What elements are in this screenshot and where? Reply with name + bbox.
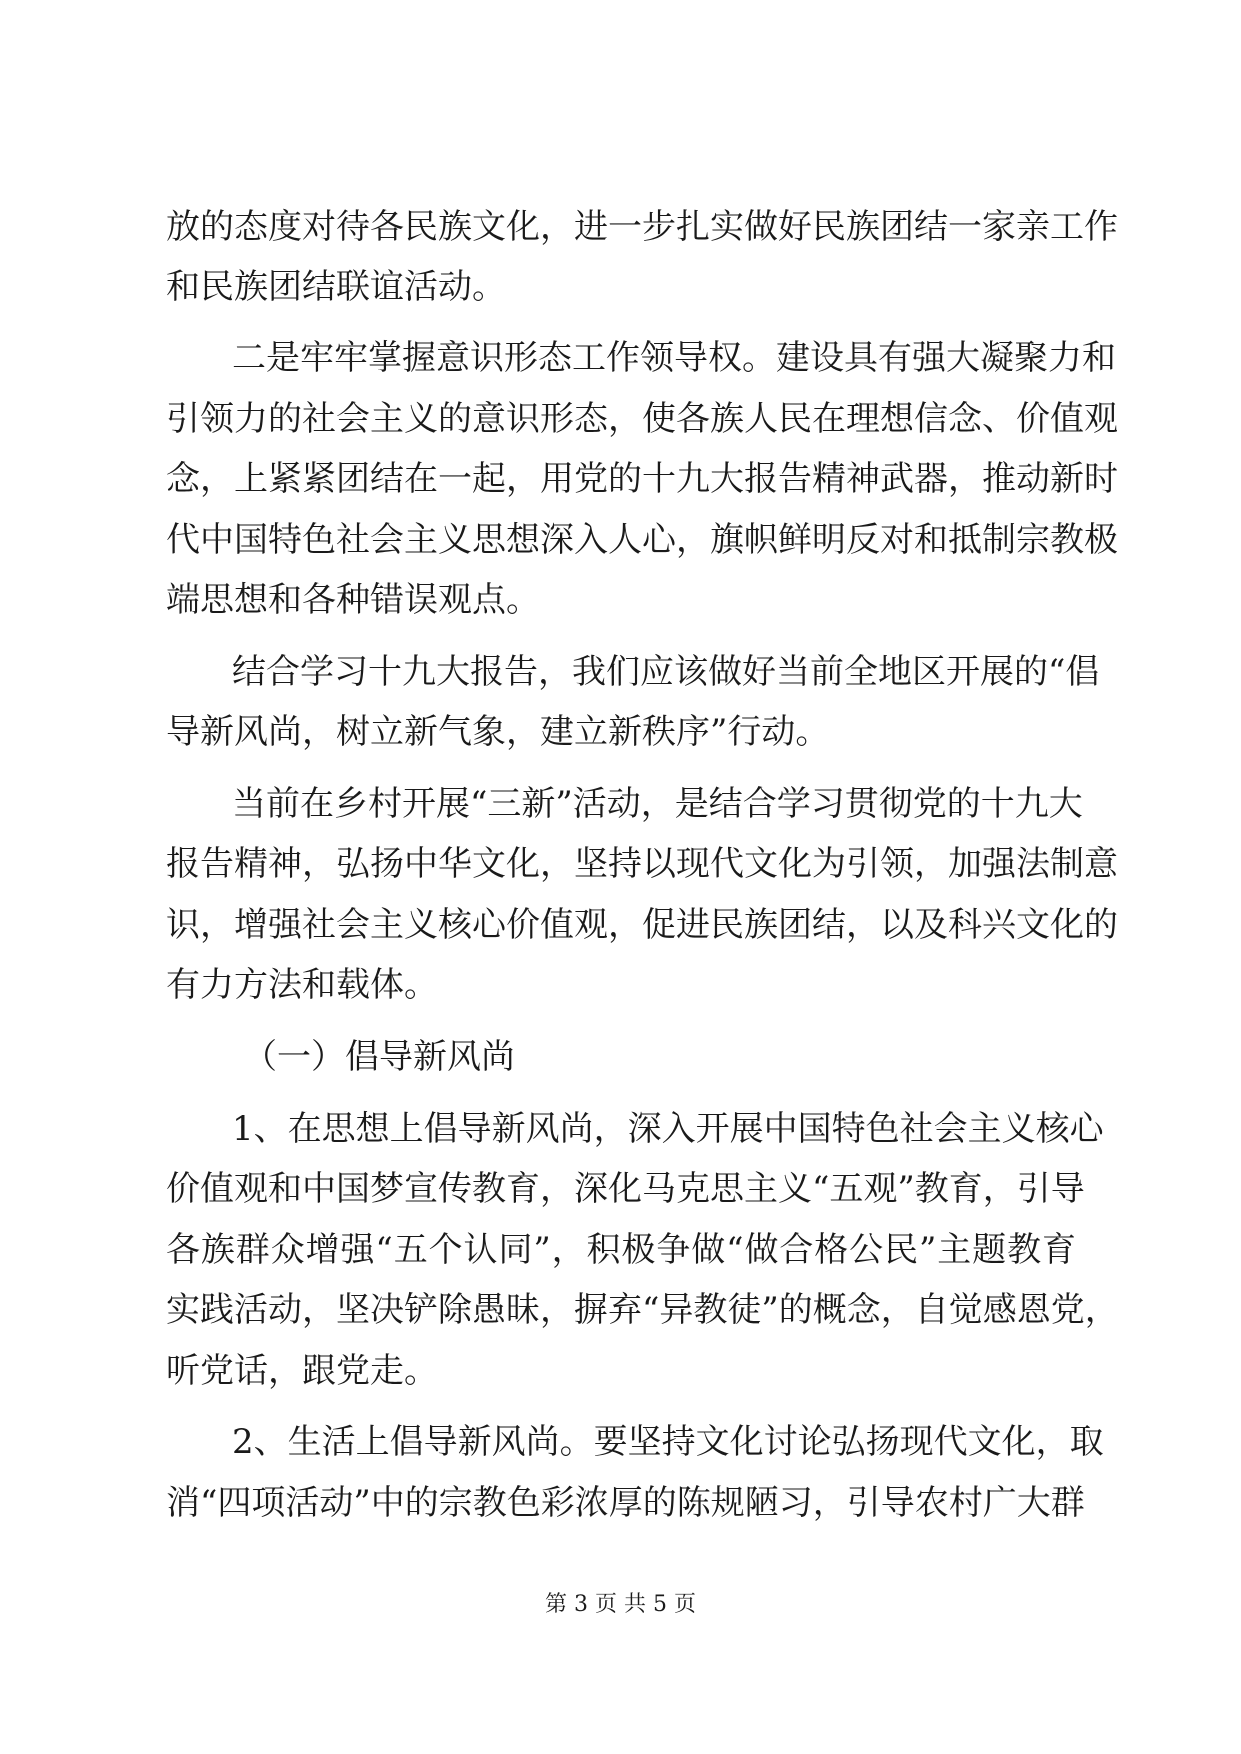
paragraph-first-line: 二是牢牢掌握意识形态工作领导权。建设具有强大凝聚力和 (232, 338, 1116, 378)
body-text-line: 有力方法和载体。 (166, 965, 438, 1005)
paragraph-first-line: 1、在思想上倡导新风尚，深入开展中国特色社会主义核心 (232, 1109, 1104, 1149)
body-text-line: 和民族团结联谊活动。 (166, 267, 506, 307)
body-text-line: 导新风尚，树立新气象，建立新秩序”行动。 (166, 712, 830, 752)
paragraph-first-line: 2、生活上倡导新风尚。要坚持文化讨论弘扬现代文化，取 (232, 1422, 1104, 1462)
paragraph-first-line: 结合学习十九大报告，我们应该做好当前全地区开展的“倡 (232, 652, 1100, 692)
body-text-line: 报告精神，弘扬中华文化，坚持以现代文化为引领，加强法制意 (166, 844, 1118, 884)
body-text-line: 识，增强社会主义核心价值观，促进民族团结，以及科兴文化的 (166, 905, 1118, 945)
paragraph-first-line: 当前在乡村开展“三新”活动，是结合学习贯彻党的十九大 (232, 784, 1083, 824)
body-text-line: 听党话，跟党走。 (166, 1351, 438, 1391)
body-text-line: 代中国特色社会主义思想深入人心，旗帜鲜明反对和抵制宗教极 (166, 520, 1118, 560)
body-text-line: 念，上紧紧团结在一起，用党的十九大报告精神武器，推动新时 (166, 459, 1118, 499)
body-text-line: 实践活动，坚决铲除愚昧，摒弃“异教徒”的概念，自觉感恩党， (166, 1290, 1119, 1330)
body-text-line: 放的态度对待各民族文化，进一步扎实做好民族团结一家亲工作 (166, 207, 1118, 247)
body-text-line: 各族群众增强“五个认同”，积极争做“做合格公民”主题教育 (166, 1230, 1076, 1270)
section-heading: （一）倡导新风尚 (243, 1037, 515, 1077)
body-text-line: 价值观和中国梦宣传教育，深化马克思主义“五观”教育，引导 (166, 1169, 1085, 1209)
page-indicator: 第 3 页 共 5 页 (545, 1592, 696, 1617)
body-text-line: 端思想和各种错误观点。 (166, 580, 540, 620)
body-text-line: 消“四项活动”中的宗教色彩浓厚的陈规陋习，引导农村广大群 (166, 1483, 1085, 1523)
body-text-line: 引领力的社会主义的意识形态，使各族人民在理想信念、价值观 (166, 399, 1118, 439)
